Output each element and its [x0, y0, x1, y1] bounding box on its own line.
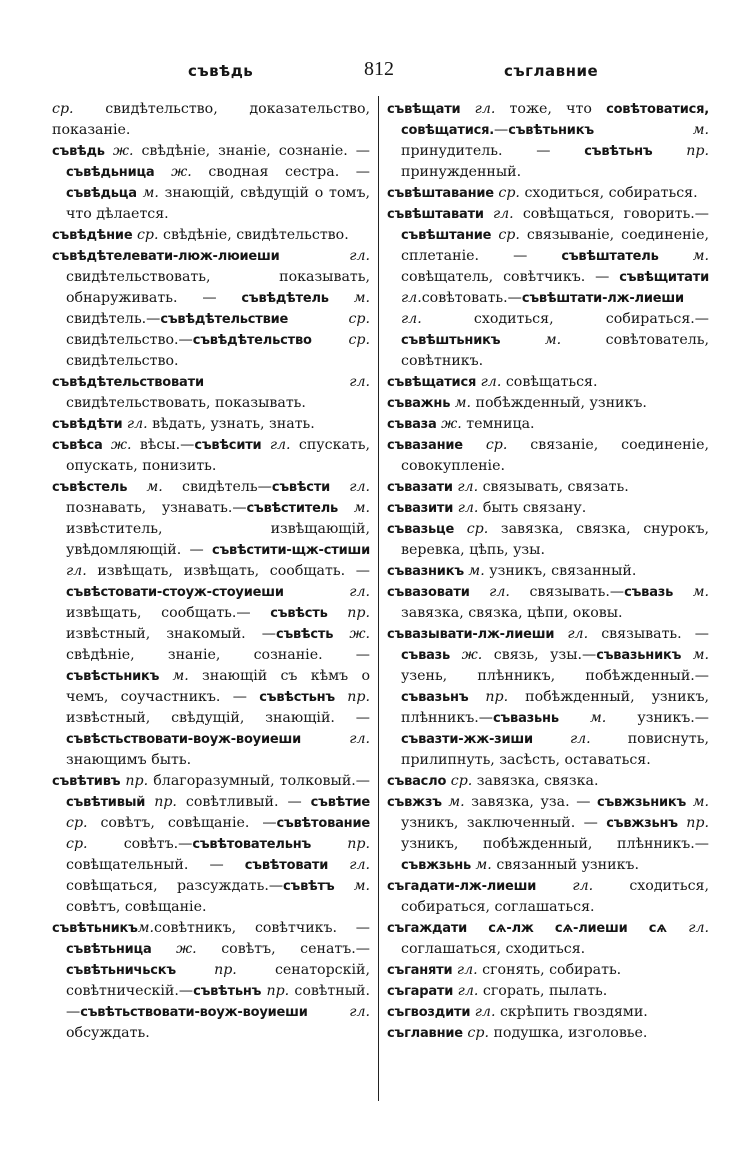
entry-definition: побѣжденный, узникъ, плѣнникъ.— — [401, 689, 709, 726]
entry-headword: съвѣтьникъ — [52, 921, 138, 936]
entry-definition: совѣщаться. — [501, 374, 598, 390]
entry-headword: съгвоздити — [387, 1005, 471, 1020]
entry-definition: завязка, связка, снурокъ, веревка, цѣпь, узы. — [401, 521, 709, 558]
entry-grammar-label: ср. — [446, 773, 473, 789]
entry-headword: съваза — [387, 417, 437, 432]
entry-headword: съвѣдѣти — [52, 417, 123, 432]
entry-definition: свѣдѣніе, свидѣтельство. — [158, 227, 349, 243]
entry-grammar-label: гл. — [203, 374, 370, 390]
entry-headword: съвѣдьца — [66, 186, 137, 201]
entry-headword: съвѣсти — [271, 480, 331, 495]
entry-definition: свидѣтель.— — [66, 311, 161, 327]
entry-headword: съвжзьнь — [401, 858, 472, 873]
entry-definition: принудитель. — — [401, 143, 585, 159]
dictionary-entry — [52, 246, 370, 372]
entry-headword: съвазникъ — [387, 564, 464, 579]
entry-grammar-label: м. — [471, 857, 492, 873]
entry-grammar-label: гл. — [666, 920, 709, 936]
entry-definition: узникъ, побѣжденный, плѣнникъ.— — [401, 836, 709, 852]
entry-definition: связь, узы.— — [482, 647, 597, 663]
entry-definition: познавать, узнавать.— — [66, 500, 247, 516]
entry-definition: свѣдѣніе, знаніе, сознаніе. — — [133, 143, 370, 159]
entry-headword: съвазати — [387, 480, 453, 495]
entry-headword: съвѣсть — [270, 606, 328, 621]
entry-headword: съгаждати сѧ-лж сѧ-лиеши сѧ — [387, 921, 667, 936]
entry-definition: совѣтъ, сенатъ.— — [196, 941, 370, 957]
entry-definition: завязка, уза. — — [464, 794, 597, 810]
entry-grammar-label: м. — [658, 248, 709, 264]
entry-grammar-label: пр. — [175, 962, 237, 978]
entry-headword: съвѣтовати — [244, 858, 329, 873]
dictionary-entry — [387, 477, 709, 498]
entry-headword: съвжзьникъ — [596, 795, 687, 810]
entry-definition: свидѣтельствовать, показывать, обнаруживать. — — [66, 269, 370, 306]
entry-definition: узникъ, связанный. — [484, 563, 637, 579]
entry-grammar-label: ж. — [102, 437, 132, 453]
entry-definition: свѣдѣніе, знаніе, сознаніе. — — [66, 647, 370, 663]
entry-headword: съвѣстити-щж-стиши — [211, 543, 370, 558]
entry-definition: узень, плѣнникъ, побѣжденный.— — [401, 668, 709, 684]
entry-grammar-label: гл. — [307, 1004, 370, 1020]
dictionary-entry — [52, 477, 370, 771]
column-divider — [378, 96, 379, 1101]
entry-grammar-label: ж. — [450, 647, 483, 663]
entry-headword: съвѣщати — [387, 102, 461, 117]
entry-definition: сходиться, собираться, соглашаться. — [401, 878, 709, 915]
entry-grammar-label: гл. — [554, 626, 589, 642]
entry-grammar-label: м. — [681, 647, 709, 663]
entry-grammar-label: пр. — [468, 689, 509, 705]
entry-definition: совѣщаться, разсуждать.— — [66, 878, 284, 894]
entry-definition: — — [494, 122, 509, 138]
entry-headword: съвжзьнъ — [606, 816, 678, 831]
dictionary-entry — [52, 414, 370, 435]
entry-headword: съвѣтьникъ — [508, 123, 594, 138]
entry-grammar-label: м. — [441, 794, 465, 810]
entry-headword: съвазовати — [387, 585, 470, 600]
entry-grammar-label: гл. — [453, 983, 479, 999]
entry-headword: съвѣтьнъ — [584, 144, 653, 159]
entry-headword: съвазьнь — [492, 711, 559, 726]
entry-grammar-label: м. — [593, 122, 709, 138]
entry-headword: съвѣдѣтельство — [192, 333, 312, 348]
dictionary-entry — [387, 393, 709, 414]
entry-definition: быть связану. — [478, 500, 587, 516]
entry-headword: съвѣдѣтелевати-люж-люиеши — [52, 249, 280, 264]
entry-headword: съвѣстьникъ — [66, 669, 160, 684]
entry-headword: съвѣсть — [275, 627, 334, 642]
dictionary-entry — [387, 876, 709, 918]
entry-headword: съвѣдѣтельствие — [160, 312, 289, 327]
entry-grammar-label: гл. — [469, 584, 510, 600]
entry-headword: съвѣтивый — [66, 795, 146, 810]
dictionary-entry — [387, 1023, 709, 1044]
entry-headword: съвѣстель — [52, 480, 128, 495]
entry-headword: съвазывати-лж-лиеши — [387, 627, 555, 642]
entry-headword: съважнь — [387, 396, 451, 411]
entry-headword: съганяти — [387, 963, 453, 978]
entry-definition: подушка, изголовье. — [488, 1025, 648, 1041]
entry-headword: съвѣса — [52, 438, 103, 453]
entry-definition: свидѣтельство, доказательство, показаніе. — [52, 101, 370, 138]
dictionary-entry — [52, 99, 370, 141]
dictionary-entry — [387, 1002, 709, 1023]
entry-definition: спускать, опускать, понизить. — [66, 437, 370, 474]
entry-grammar-label: ср. — [288, 311, 370, 327]
entry-grammar-label: гл. — [476, 374, 502, 390]
dictionary-entry — [387, 561, 709, 582]
entry-definition: повиснуть, прилипнуть, засѣсть, оставаться. — [401, 731, 709, 768]
dictionary-entry — [387, 792, 709, 876]
entry-definition: темница. — [461, 416, 535, 432]
entry-headword: съвасло — [387, 774, 447, 789]
entry-grammar-label: пр. — [334, 689, 370, 705]
entry-headword: съвѣдьница — [66, 165, 155, 180]
entry-headword: съвазьце — [387, 522, 455, 537]
entry-grammar-label: гл. — [532, 731, 591, 747]
entry-definition: совѣтный.— — [66, 983, 370, 1020]
left-running-headword: съвѣдь — [188, 62, 254, 80]
entry-grammar-label: гл. — [279, 248, 370, 264]
right-running-headword: съглавние — [504, 62, 599, 80]
entry-grammar-label: м. — [328, 290, 370, 306]
entry-grammar-label: гл. — [401, 290, 422, 306]
entry-grammar-label: м. — [159, 668, 189, 684]
entry-grammar-label: пр. — [261, 983, 290, 999]
entry-definition: свидѣтель— — [162, 479, 272, 495]
entry-definition: тоже, что — [495, 101, 607, 117]
entry-headword: съвазти-жж-зиши — [401, 732, 533, 747]
entry-headword: съгадати-лж-лиеши — [387, 879, 537, 894]
entry-definition: завязка, связка, цѣпи, оковы. — [401, 605, 623, 621]
entry-grammar-label: ср. — [132, 227, 159, 243]
entry-grammar-label: ср. — [311, 332, 370, 348]
entry-definition: совѣтовать.— — [421, 290, 522, 306]
entry-definition: связывать.— — [509, 584, 625, 600]
entry-definition: связаніе, соединеніе, совокупленіе. — [401, 437, 709, 474]
entry-headword: съвѣтьнъ — [193, 984, 262, 999]
entry-headword: съвѣтие — [310, 795, 370, 810]
entry-grammar-label: ср. — [493, 185, 520, 201]
entry-grammar-label: м. — [338, 500, 370, 516]
entry-headword: съвѣстьствовати-воуж-воуиеши — [66, 732, 302, 747]
entry-headword: съвѣтьствовати-воуж-воуиеши — [80, 1005, 308, 1020]
entry-headword: съвазь — [624, 585, 674, 600]
entry-headword: съгарати — [387, 984, 454, 999]
entry-headword: съвѣштьникъ — [401, 333, 501, 348]
entry-definition: сходиться, собираться. — [519, 185, 698, 201]
entry-definition: обсуждать. — [66, 1025, 150, 1041]
entry-definition: извѣстный, свѣдущій, знающій. — — [66, 710, 370, 726]
entry-definition: связываніе, соединеніе, сплетаніе. — — [401, 227, 709, 264]
dictionary-entry — [387, 99, 709, 183]
entry-grammar-label: ж. — [333, 626, 370, 642]
entry-headword: съвѣтивъ — [52, 774, 121, 789]
entry-grammar-label: м. — [500, 332, 562, 348]
entry-definition: свидѣтельствовать, показывать. — [66, 395, 306, 411]
entry-headword: съвѣщитати — [619, 270, 709, 285]
entry-grammar-label: гл. — [283, 584, 370, 600]
entry-grammar-label: ср. — [462, 1025, 489, 1041]
entry-grammar-label: пр. — [677, 815, 709, 831]
entry-headword: съвѣщатися — [387, 375, 477, 390]
entry-grammar-label: ж. — [154, 164, 192, 180]
entry-grammar-label: ср. — [66, 836, 88, 852]
entry-grammar-label: гл. — [66, 563, 87, 579]
dictionary-entry — [387, 519, 709, 561]
entry-definition: извѣстный, знакомый. — — [66, 626, 276, 642]
entry-grammar-label: гл. — [330, 479, 370, 495]
page-number: 812 — [364, 58, 394, 80]
entry-definition: связывать. — — [588, 626, 709, 642]
entry-definition: извѣститель, извѣщающій, увѣдомляющій. — — [66, 521, 370, 558]
dictionary-entry — [52, 771, 370, 918]
entry-grammar-label: ср. — [491, 227, 520, 243]
entry-definition: сенаторскій, совѣтническій.— — [66, 962, 370, 999]
entry-grammar-label: ж. — [104, 143, 134, 159]
dictionary-entry — [387, 771, 709, 792]
entry-grammar-label: м. — [673, 584, 709, 600]
entry-headword: съвазьникъ — [596, 648, 682, 663]
entry-headword: съвѣтьничьскъ — [66, 963, 176, 978]
entry-headword: съвѣштатель — [561, 249, 659, 264]
entry-headword: совѣтоватися, совѣщатися. — [401, 102, 709, 138]
entry-definition: извѣщать, извѣщать, сообщать. — — [86, 563, 370, 579]
entry-grammar-label: гл. — [470, 1004, 496, 1020]
entry-headword: съвѣтовательнъ — [192, 837, 312, 852]
entry-grammar-label: м. — [127, 479, 163, 495]
entry-definition: совѣтователь, совѣтникъ. — [401, 332, 709, 369]
entry-definition: сводная сестра. — — [191, 164, 370, 180]
entry-definition: совѣтникъ, совѣтчикъ. — — [154, 920, 370, 936]
entry-definition: извѣщать, сообщать.— — [66, 605, 271, 621]
dictionary-entry — [387, 372, 709, 393]
dictionary-entry — [52, 372, 370, 414]
entry-headword: съвазь — [401, 648, 451, 663]
entry-headword: съвѣтьница — [66, 942, 152, 957]
left-column — [52, 99, 370, 1044]
entry-grammar-label: м. — [558, 710, 607, 726]
dictionary-entry — [387, 204, 709, 372]
entry-grammar-label: гл. — [460, 101, 496, 117]
entry-definition: совѣтъ.— — [87, 836, 193, 852]
entry-grammar-label: гл. — [401, 311, 422, 327]
entry-headword: съвѣтъ — [283, 879, 335, 894]
entry-grammar-label: гл. — [122, 416, 148, 432]
entry-definition: свидѣтельство. — [66, 353, 179, 369]
entry-definition: знающій съ кѣмъ о чемъ, соучастникъ. — — [66, 668, 370, 705]
entry-headword: съглавние — [387, 1026, 463, 1041]
entry-headword: съвѣдѣтельствовати — [52, 375, 204, 390]
entry-grammar-label: пр. — [652, 143, 709, 159]
dictionary-entry — [387, 414, 709, 435]
dictionary-entry — [387, 183, 709, 204]
entry-headword: съвѣтование — [276, 816, 370, 831]
dictionary-entry — [52, 435, 370, 477]
entry-definition: скрѣпить гвоздями. — [495, 1004, 648, 1020]
entry-grammar-label: ср. — [454, 521, 489, 537]
entry-grammar-label: гл. — [328, 857, 370, 873]
entry-grammar-label: гл. — [452, 479, 479, 495]
entry-definition: совѣщаться, говорить.— — [513, 206, 709, 222]
entry-grammar-label: гл. — [301, 731, 370, 747]
entry-headword: съвѣсити — [194, 438, 262, 453]
entry-definition: принужденный. — [401, 164, 522, 180]
entry-headword: съвазьнъ — [401, 690, 469, 705]
entry-headword: съвѣдь — [52, 144, 105, 159]
dictionary-entry — [52, 918, 370, 1044]
entry-grammar-label: ж. — [151, 941, 197, 957]
entry-grammar-label: м. — [686, 794, 709, 810]
entry-headword: съвазание — [387, 438, 463, 453]
entry-definition: свидѣтельство.— — [66, 332, 193, 348]
entry-definition: совѣтливый. — — [176, 794, 311, 810]
dictionary-entry — [387, 498, 709, 519]
entry-definition: сходиться, собираться.— — [421, 311, 709, 327]
dictionary-entry — [387, 624, 709, 771]
entry-headword: съвѣдѣтель — [241, 291, 329, 306]
entry-grammar-label: м. — [450, 395, 472, 411]
entry-definition: совѣтъ, совѣщаніе. — [66, 899, 207, 915]
entry-definition: сгонять, собирать. — [477, 962, 622, 978]
entry-grammar-label: пр. — [120, 773, 149, 789]
entry-definition: связывать, связать. — [478, 479, 629, 495]
entry-headword: съвѣстовати-стоуж-стоуиеши — [66, 585, 284, 600]
right-column — [387, 99, 709, 1044]
entry-definition: вѣсы.— — [131, 437, 195, 453]
entry-grammar-label: пр. — [145, 794, 177, 810]
entry-grammar-label: ср. — [66, 815, 88, 831]
entry-headword: съвѣдѣние — [52, 228, 133, 243]
entry-definition: совѣщатель, совѣтчикъ. — — [401, 269, 620, 285]
entry-grammar-label: гл. — [452, 962, 478, 978]
entry-definition: узникъ, заключенный. — — [401, 815, 607, 831]
entry-headword: съвѣштати-лж-лиеши — [521, 291, 684, 306]
entry-grammar-label: м. — [334, 878, 370, 894]
entry-grammar-label: ср. — [52, 101, 74, 117]
entry-grammar-label: пр. — [311, 836, 370, 852]
entry-headword: съвжзъ — [387, 795, 442, 810]
dictionary-entry — [387, 981, 709, 1002]
dictionary-entry — [387, 960, 709, 981]
entry-definition: знающимъ быть. — [66, 752, 192, 768]
entry-grammar-label: гл. — [536, 878, 594, 894]
entry-headword: съвѣштавание — [387, 186, 494, 201]
entry-grammar-label: пр. — [327, 605, 370, 621]
entry-definition: знающій, свѣдущій о томъ, что дѣлается. — [66, 185, 370, 222]
entry-grammar-label: ср. — [462, 437, 508, 453]
entry-headword: съвазити — [387, 501, 454, 516]
entry-grammar-label: гл. — [483, 206, 514, 222]
entry-definition: вѣдать, узнать, знать. — [147, 416, 315, 432]
entry-grammar-label: гл. — [261, 437, 291, 453]
entry-definition: благоразумный, толковый.— — [148, 773, 370, 789]
entry-definition: завязка, связка. — [472, 773, 599, 789]
entry-definition: узникъ.— — [606, 710, 709, 726]
entry-headword: съвѣститель — [246, 501, 339, 516]
entry-grammar-label: гл. — [453, 500, 479, 516]
entry-definition: побѣжденный, узникъ. — [471, 395, 647, 411]
dictionary-entry — [387, 582, 709, 624]
entry-definition: совѣтъ, совѣщаніе. — — [87, 815, 277, 831]
page-header — [48, 58, 708, 82]
entry-grammar-label: м. — [463, 563, 485, 579]
entry-grammar-label: ж. — [436, 416, 462, 432]
dictionary-entry — [52, 141, 370, 225]
entry-headword: съвѣштавати — [387, 207, 484, 222]
entry-definition: сгорать, пылать. — [478, 983, 608, 999]
entry-headword: съвѣштание — [401, 228, 492, 243]
dictionary-entry — [52, 225, 370, 246]
entry-headword: съвѣстьнъ — [259, 690, 335, 705]
dictionary-entry — [387, 918, 709, 960]
entry-definition: связанный узникъ. — [491, 857, 639, 873]
entry-grammar-label: м. — [136, 185, 159, 201]
entry-definition: соглашаться, сходиться. — [401, 941, 586, 957]
entry-grammar-label: м. — [137, 920, 154, 936]
entry-definition: совѣщательный. — — [66, 857, 245, 873]
dictionary-entry — [387, 435, 709, 477]
